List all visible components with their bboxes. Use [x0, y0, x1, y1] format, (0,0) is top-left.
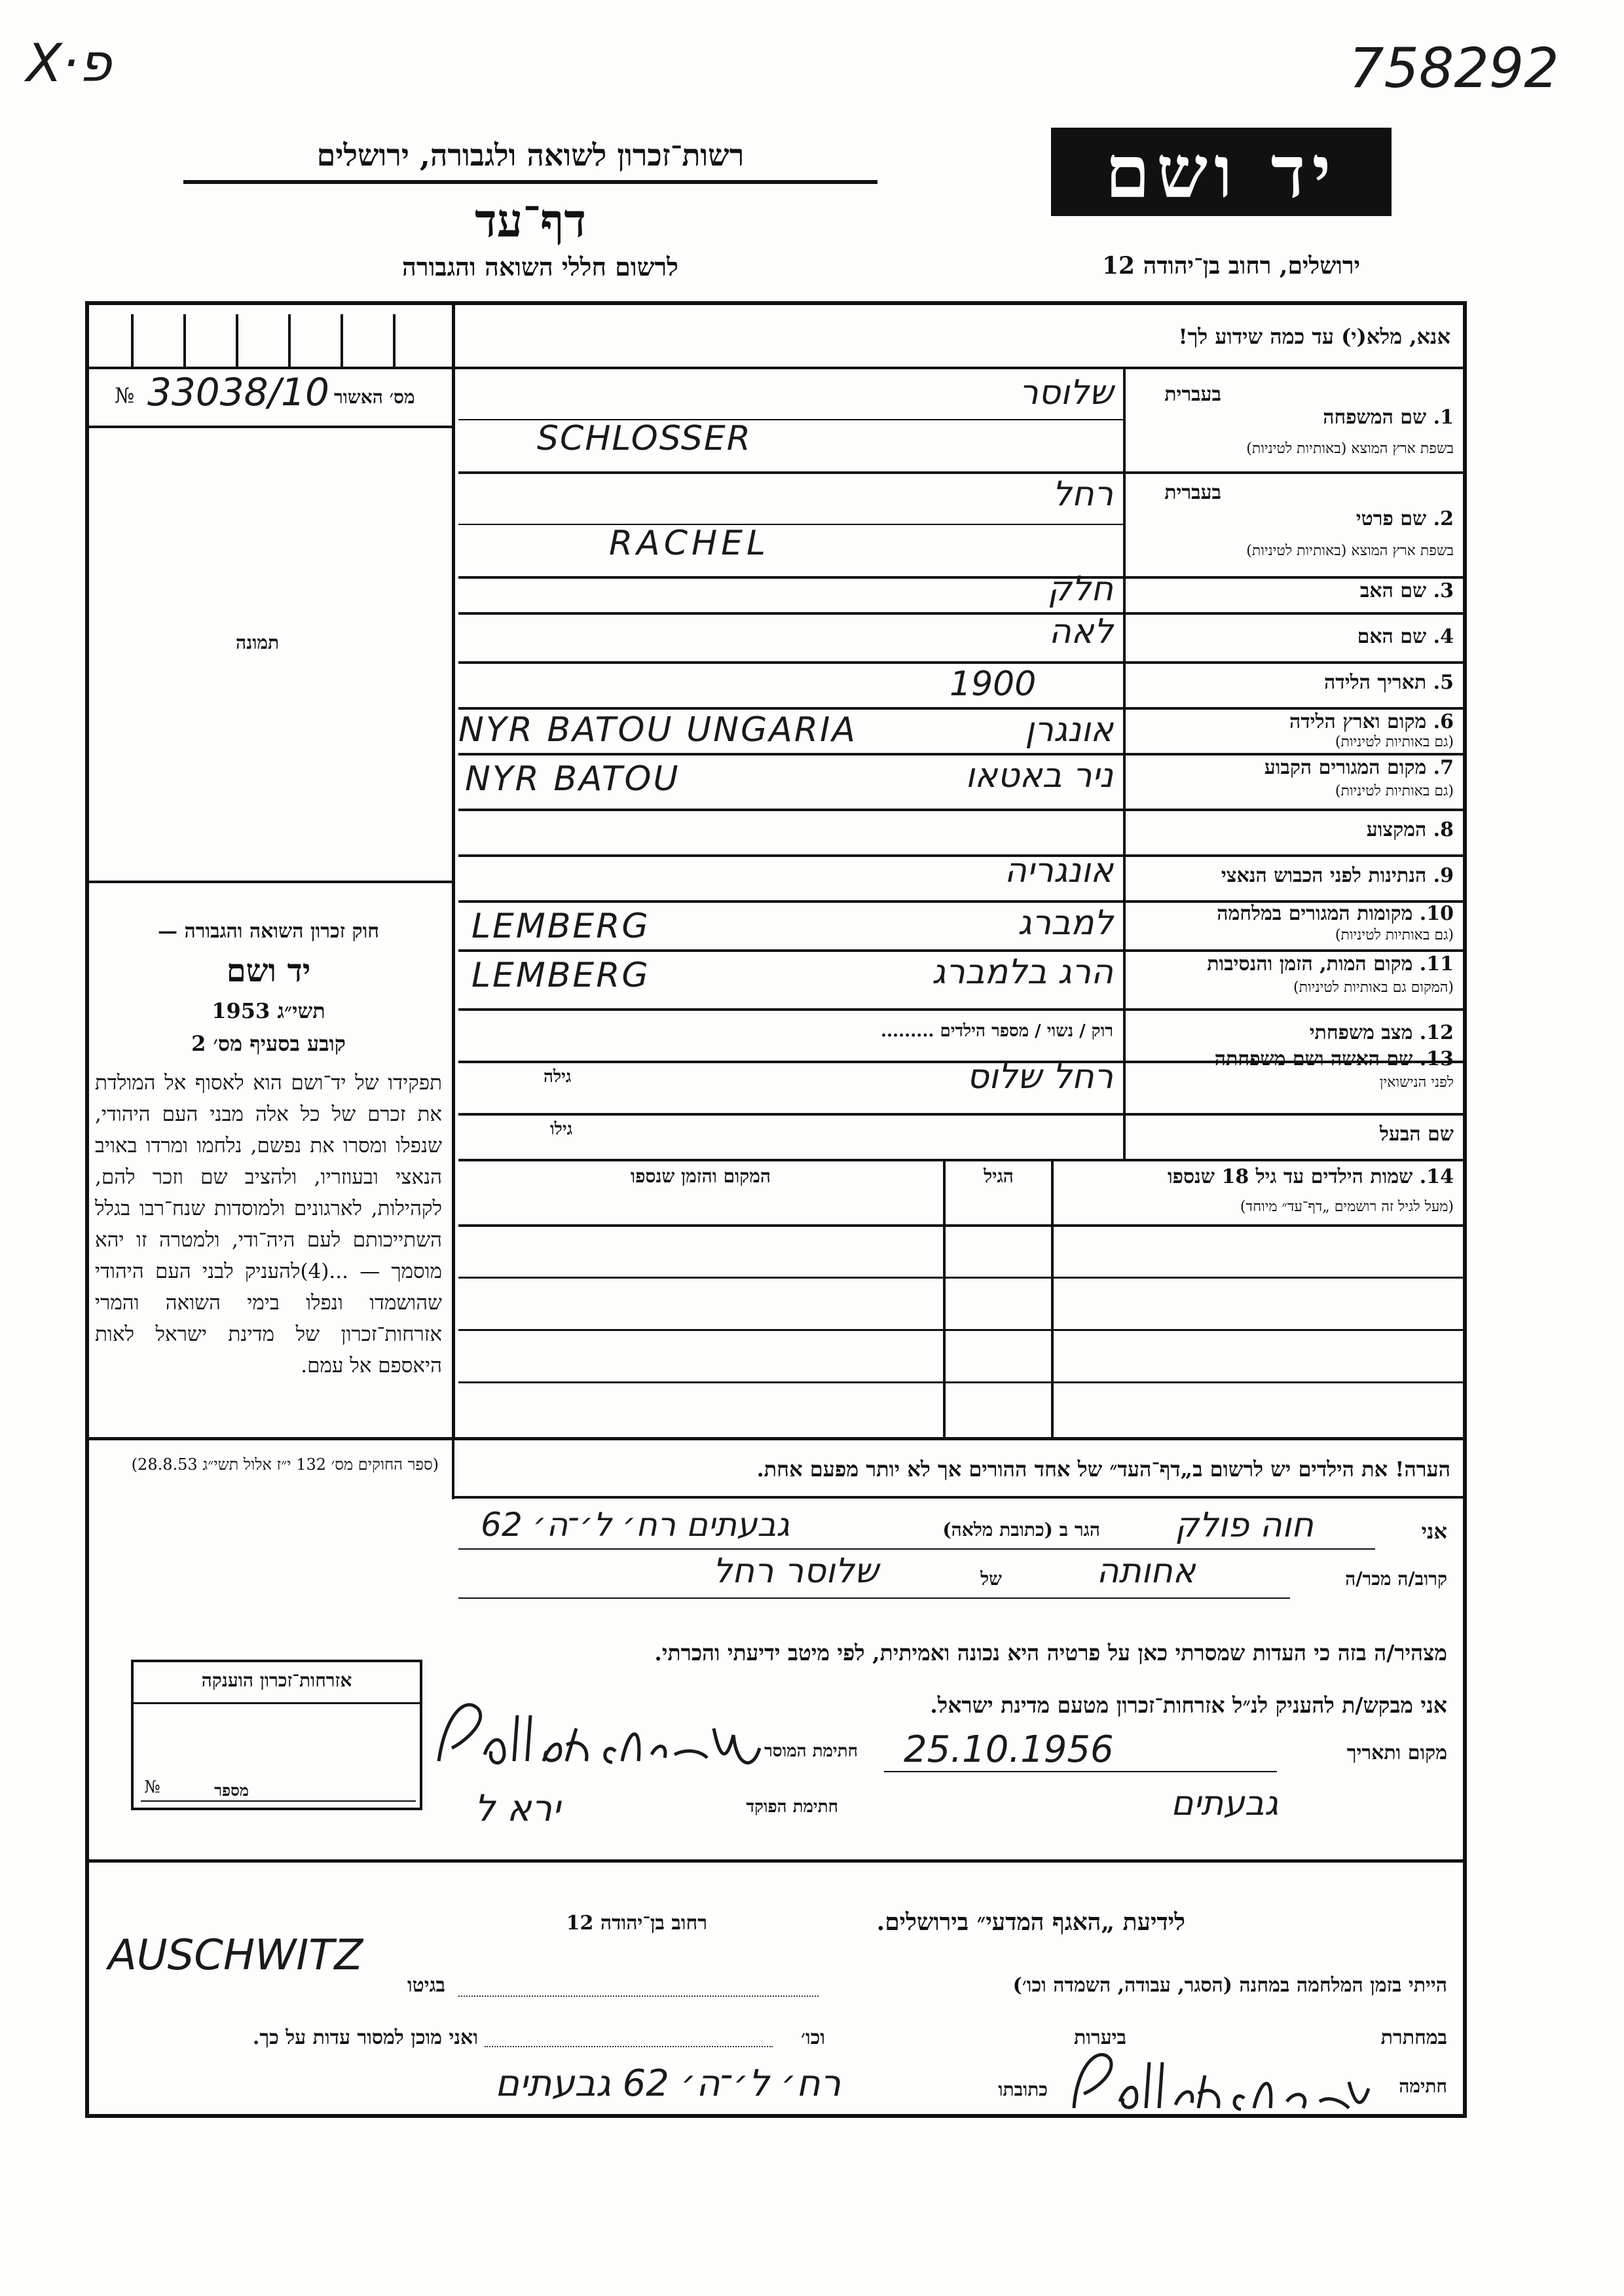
signature-scribble	[426, 1689, 792, 1781]
children-age-col-right	[1051, 1159, 1054, 1437]
bottom-address-value: רח׳ ל׳־ה׳ 62 גבעתים	[494, 2062, 841, 2105]
testimony-offer: ואני מוכן למסור עדות על כך.	[252, 2026, 478, 2049]
tick	[341, 314, 343, 367]
authority-heading: רשות־זכרון לשואה ולגבורה, ירושלים	[316, 137, 745, 173]
date-line	[884, 1771, 1277, 1772]
certificate-box-divider	[131, 1702, 422, 1704]
field-3-label: 3. שם האב	[1359, 579, 1454, 602]
tick	[236, 314, 238, 367]
field-2-hebrew-value: רחל	[1052, 475, 1113, 514]
children-row-line	[458, 1381, 1467, 1383]
field-9-value: אונגריה	[1004, 851, 1113, 890]
intro-text: אנא, מלא(י) עד כמה שידוע לך!	[1178, 324, 1450, 349]
law-name: יד ושם	[226, 953, 311, 989]
note-bottom-line	[452, 1496, 1467, 1499]
certificate-number-line	[141, 1800, 416, 1802]
field-1-sub: בשפת ארץ המוצא (באותיות לטיניות)	[1246, 441, 1454, 457]
etc-label: וכו׳	[801, 2026, 825, 2049]
relation-value: אחותה	[1096, 1552, 1196, 1591]
certificate-number-label: מספר	[214, 1781, 249, 1800]
row-line	[458, 471, 1467, 474]
field-5-value: 1900	[950, 665, 1037, 704]
children-header-line	[458, 1224, 1467, 1227]
field-6-sub: (גם באותיות לטיניות)	[1335, 734, 1454, 750]
children-age-col-left	[943, 1159, 946, 1437]
declaration-line-2	[458, 1597, 1290, 1599]
tick	[131, 314, 134, 367]
declarant-signature	[426, 1689, 792, 1798]
field-12-options: רוק / נשוי / מספר הילדים .........	[880, 1021, 1113, 1041]
field-2-sub: בשפת ארץ המוצא (באותיות לטיניות)	[1246, 543, 1454, 559]
children-row-line	[458, 1277, 1467, 1279]
photo-bottom-line	[88, 881, 452, 883]
field-13-sub: לפני הנישואין	[1379, 1074, 1454, 1091]
declaration-date: 25.10.1956	[904, 1728, 1114, 1771]
resides-label: הגר ב (כתובת מלאה)	[942, 1519, 1100, 1540]
field-6-label: 6. מקום וארץ הלידה	[1289, 710, 1454, 733]
left-panel-divider	[452, 301, 455, 1437]
field-6-latin-value: NYR BATOU UNGARIA	[458, 710, 857, 750]
field-10-hebrew-value: למברג	[1018, 903, 1113, 943]
row-line	[458, 809, 1467, 811]
bottom-address: רחוב בן־יהודה 12	[566, 1912, 707, 1935]
field-3-value: חלק	[1047, 570, 1113, 609]
declaration-line-1	[458, 1548, 1375, 1550]
corner-archive-number: 758292	[1349, 36, 1559, 100]
bottom-signature-label: חתימה	[1399, 2075, 1447, 2097]
in-hebrew-label-2: בעברית	[1164, 481, 1221, 504]
no-sign: №	[115, 383, 135, 408]
form-title: דף־עד	[474, 193, 586, 247]
husband-label: שם הבעל	[1379, 1123, 1454, 1146]
note-left-divider	[452, 1437, 454, 1499]
field-11-latin-value: LEMBERG	[471, 956, 650, 995]
officer-signature: ירא ל	[474, 1787, 561, 1830]
field-7-label: 7. מקום המגורים הקבוע	[1264, 756, 1454, 779]
field-14-label: 14. שמות הילדים עד גיל 18 שנספו	[1167, 1165, 1454, 1188]
field-13-label: 13. שם האשה ושם משפחתה	[1214, 1048, 1454, 1070]
children-note: הערה! את הילדים יש לרשום ב„דף־העד״ של אחד ההורים אך לא יותר מפעם אחת.	[756, 1457, 1450, 1482]
row-line	[458, 707, 1467, 710]
bottom-signature	[1061, 2043, 1375, 2124]
row-line	[458, 661, 1467, 664]
relation-label: קרוב/ה מכר/ה	[1345, 1568, 1447, 1590]
field-5-label: 5. תאריך הלידה	[1324, 671, 1454, 694]
husband-age-label: גילו	[550, 1120, 573, 1139]
row-line	[458, 1113, 1467, 1116]
signature-label: חתימת המוסר	[764, 1741, 858, 1761]
field-11-sub: (המקום גם באותיות לטיניות)	[1293, 979, 1454, 996]
photo-label: תמונה	[236, 632, 280, 653]
field-4-label: 4. שם האם	[1357, 625, 1454, 648]
wife-age-label: גילה	[544, 1067, 572, 1087]
field-1-label: 1. שם המשפחה	[1323, 406, 1454, 429]
row-line	[458, 1008, 1467, 1011]
confirmation-line	[88, 426, 452, 428]
forests-label: ביערות	[1073, 2026, 1126, 2049]
confirmation-label: מס׳ האשור	[334, 386, 415, 408]
bottom-title: לידיעת „האגף המדעי״ בירושלים.	[876, 1908, 1185, 1936]
field-1-latin-value: SCHLOSSER	[537, 419, 752, 458]
row-line	[458, 1159, 1467, 1161]
victim-name-declared: שלוסר רחל	[712, 1552, 879, 1591]
declarant-name: חוה פולק	[1175, 1506, 1314, 1545]
declaration-ani: אני	[1421, 1519, 1447, 1544]
tick	[288, 314, 291, 367]
bottom-address-label: כתובתו	[998, 2079, 1048, 2100]
field-1-hebrew-value: שלוסר	[1019, 373, 1113, 412]
field-11-hebrew-value: הרג בלמברג	[931, 953, 1113, 992]
certificate-no-sign: №	[144, 1777, 160, 1797]
bottom-separator	[88, 1859, 1467, 1863]
yad-vashem-logo: יד ושם	[1051, 128, 1392, 216]
certificate-title: אזרחות־זכרון הוענקה	[201, 1669, 352, 1691]
tick	[183, 314, 186, 367]
of-label: של	[980, 1568, 1002, 1590]
field-4-value: לאה	[1048, 612, 1113, 651]
row-line	[458, 949, 1467, 952]
field-9-label: 9. הנתינות לפני הכבוש הנאצי	[1221, 864, 1454, 887]
law-text: תפקידו של יד־ושם הוא לאסוף אל המולדת את זכרם של כל אלה מבני העם היהודי, שנפלו ומסרו את נפשם, נלחמו ומרדו באויב הנאצי ובעוזריו, ולהציב שם וזכר להם, לקהילות, לארגונים ולמוסדות שנח־רבו בגלל השתייכותם לעם היה־ודי, ולמטרה זו יהא מוסמך — ...(4)להעניק לבני העם היהודי שהושמדו ונפלו בימי השואה והמרי אזרחות־זכרון של מדינת ישראל לאות היאספם אל עמם.	[95, 1071, 442, 1377]
officer-label: חתימת הפוקד	[746, 1797, 838, 1817]
place-date-label: מקום ותאריך	[1346, 1741, 1447, 1764]
children-place-header: המקום והזמן שנספו	[631, 1165, 771, 1187]
tick	[393, 314, 396, 367]
law-source: (ספר החוקים מס׳ 132 י״ז אלול תשי״ג 28.8.53)	[131, 1455, 439, 1474]
field-10-sub: (גם באותיות לטיניות)	[1335, 927, 1454, 943]
field-2-label: 2. שם פרטי	[1356, 507, 1454, 530]
hebrew-column-divider	[1123, 369, 1126, 1159]
field-14-sub: (מעל לגיל זה רושמים „דף־עד״ מיוחד)	[1240, 1199, 1454, 1215]
bottom-line-1: הייתי בזמן המלחמה במחנה (הסגר, עבודה, השמדה וכו׳)	[1012, 1974, 1447, 1997]
field-10-latin-value: LEMBERG	[471, 907, 650, 946]
declaration-request: אני מבקש/ת להעניק לנ״ל אזרחות־זכרון מטעם מדינת ישראל.	[930, 1692, 1447, 1718]
field-7-latin-value: NYR BATOU	[465, 759, 680, 799]
in-hebrew-label-1: בעברית	[1164, 383, 1221, 406]
line2-dots	[485, 2046, 773, 2049]
law-year: תשי״ג 1953	[212, 998, 325, 1023]
field-2-latin-value: RACHEL	[609, 524, 769, 563]
camp-dotted-line	[458, 1995, 819, 1998]
field-7-hebrew-value: ניר באטאו	[965, 756, 1113, 795]
children-bottom-line	[88, 1437, 1467, 1440]
children-age-header: הגיל	[984, 1165, 1014, 1187]
field-7-sub: (גם באותיות לטיניות)	[1335, 783, 1454, 799]
declaration-statement: מצהיר/ה בזה כי העדות שמסרתי כאן על פרטיה היא נכונה ואמיתית, לפי מיטב ידיעתי והכרתי.	[654, 1640, 1447, 1666]
children-row-line	[458, 1329, 1467, 1331]
field-11-label: 11. מקום המות, הזמן והנסיבות	[1207, 953, 1454, 975]
law-heading: חוק זכרון השואה והגבורה —	[158, 920, 379, 943]
law-section: קובע בסעיף מס׳ 2	[191, 1031, 346, 1056]
confirmation-number: 33038/10	[147, 370, 329, 414]
form-subtitle: לרשום חללי השואה והגבורה	[402, 252, 678, 282]
field-13-value: רחל שלוס	[967, 1057, 1113, 1097]
declaration-place: גבעתים	[1170, 1784, 1279, 1823]
intro-row-line	[452, 367, 1467, 369]
declarant-address: גבעתים רח׳ ל׳־ה׳ 62	[481, 1506, 790, 1544]
bottom-signature-scribble	[1061, 2043, 1375, 2121]
authority-underline	[183, 180, 877, 184]
field-8-label: 8. המקצוע	[1366, 818, 1454, 841]
field-10-label: 10. מקומות המגורים במלחמה	[1217, 902, 1454, 925]
row-line	[458, 753, 1467, 756]
header-address: ירושלים, רחוב בן־יהודה 12	[1101, 252, 1361, 280]
sub-line	[458, 524, 1123, 525]
underground-label: במחתרת	[1380, 2026, 1447, 2049]
field-6-hebrew-value: אונגרן	[1025, 710, 1113, 750]
ghetto-value: AUSCHWITZ	[108, 1931, 363, 1980]
field-12-label: 12. מצב משפחתי	[1309, 1021, 1454, 1044]
corner-mark-left: X·פ	[26, 33, 112, 94]
ghetto-label: בגיטו	[407, 1974, 445, 1997]
tick-row	[88, 367, 452, 369]
